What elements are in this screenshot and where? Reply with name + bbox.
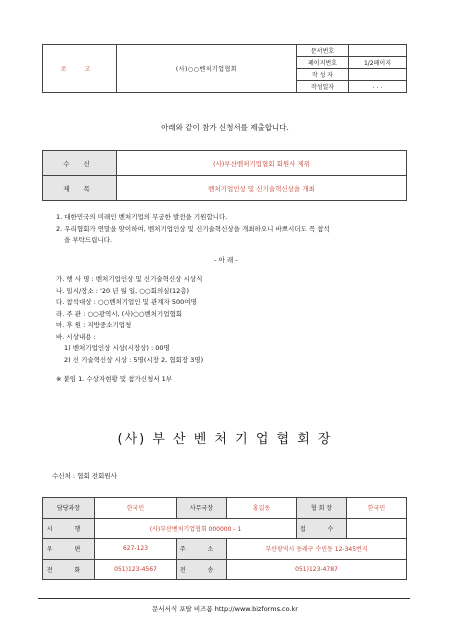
director-value: 홍길동: [227, 498, 297, 519]
document-header-table: [42, 44, 407, 93]
below-heading: - 아 래 -: [214, 255, 238, 264]
date-value[interactable]: . . .: [349, 81, 407, 93]
phone-label: 전 화: [43, 559, 95, 580]
doc-number-value[interactable]: [349, 45, 407, 57]
author-label: 작 성 자: [297, 69, 349, 81]
author-value[interactable]: [349, 69, 407, 81]
address-value: 부산광역시 동래구 수민동 12-345번지: [227, 539, 407, 560]
manager-label: 담당과장: [43, 498, 95, 519]
page-number-label: 페이지번호: [297, 57, 349, 69]
list-item: 라. 주 관 : ○○광역시, (사)○○벤처기업협회: [56, 309, 183, 318]
logo-cell: 로 고: [43, 45, 117, 93]
date-label: 작성일자: [297, 81, 349, 93]
subject-value: 벤처기업인상 및 신기술혁신상을 개최: [117, 176, 407, 201]
postal-label: 우 편: [43, 539, 95, 560]
manager-value: 한국민: [95, 498, 177, 519]
company-title: (사)○○벤처기업협회: [117, 45, 297, 93]
receipt-value[interactable]: [347, 518, 407, 539]
request-statement: 아래와 같이 참가 신청서를 제출합니다.: [161, 123, 289, 132]
doc-number-label: 문서번호: [297, 45, 349, 57]
director-label: 사무국장: [177, 498, 227, 519]
page-number-value: 1/2페이지: [349, 57, 407, 69]
postal-value: 627-123: [95, 539, 177, 560]
paragraph-2-cont: 을 부탁드립니다.: [64, 236, 113, 244]
list-item: 바. 시상내용 :: [56, 332, 96, 341]
list-item: 가. 행 사 명 : 벤처기업인상 및 신기술혁신상 시상식: [56, 275, 203, 283]
recipient-value: (사)부산벤처기업협회 회원사 제위: [117, 151, 407, 176]
list-subitem: 2) 신 기술혁신상 시상 : 5명(시장 2, 협회장 3명): [64, 355, 204, 364]
address-label: 주 소: [177, 539, 227, 560]
receiver-line: 수신처 : 협회 전회원사: [52, 472, 117, 480]
enforce-value: (사)부산벤처기업협회 000000 - 1: [95, 518, 297, 539]
approval-table: [42, 497, 407, 580]
recipient-subject-table: [42, 150, 407, 201]
document-body: [56, 212, 396, 386]
recipient-label: 수 신: [43, 151, 117, 176]
subject-label: 제 목: [43, 176, 117, 201]
list-item: 나. 일시/장소 : '20 년 월 일, ○○회의실(12층): [56, 286, 190, 295]
enforce-label: 시 행: [43, 518, 95, 539]
chairman-value: 한국민: [347, 498, 407, 519]
receipt-label: 접 수: [297, 518, 347, 539]
phone-value: 051)123-4567: [95, 559, 177, 580]
footer-text: 문서서식 포탈 비즈폼 http://www.bizforms.co.kr: [152, 605, 298, 613]
list-item: 마. 후 원 : 지방중소기업청: [56, 321, 132, 329]
footer-divider: [38, 598, 410, 599]
list-item: 다. 참석대상 : ○○벤처기업인 및 관계자 500여명: [56, 298, 197, 306]
chairman-label: 협 회 장: [297, 498, 347, 519]
paragraph-1: 1. 대한민국의 미래인 벤처기업의 무궁한 발전을 기원합니다.: [56, 213, 228, 221]
fax-label: 전 송: [177, 559, 227, 580]
fax-value: 051)123-4787: [227, 559, 407, 580]
attachment-note: ※ 붙임 1. 수상자현황 및 참가신청서 1부: [56, 375, 173, 383]
list-subitem: 1) 벤처기업인상 시상(시장상) : 00명: [64, 344, 170, 352]
paragraph-2: 2. 우리협회가 연말을 맞이하여, 벤처기업인상 및 신기술혁신상을 개최하오니 바쁘시더도 꼭 참석: [56, 224, 330, 233]
organization-name: (사) 부 산 벤 처 기 업 협 회 장: [117, 432, 333, 447]
